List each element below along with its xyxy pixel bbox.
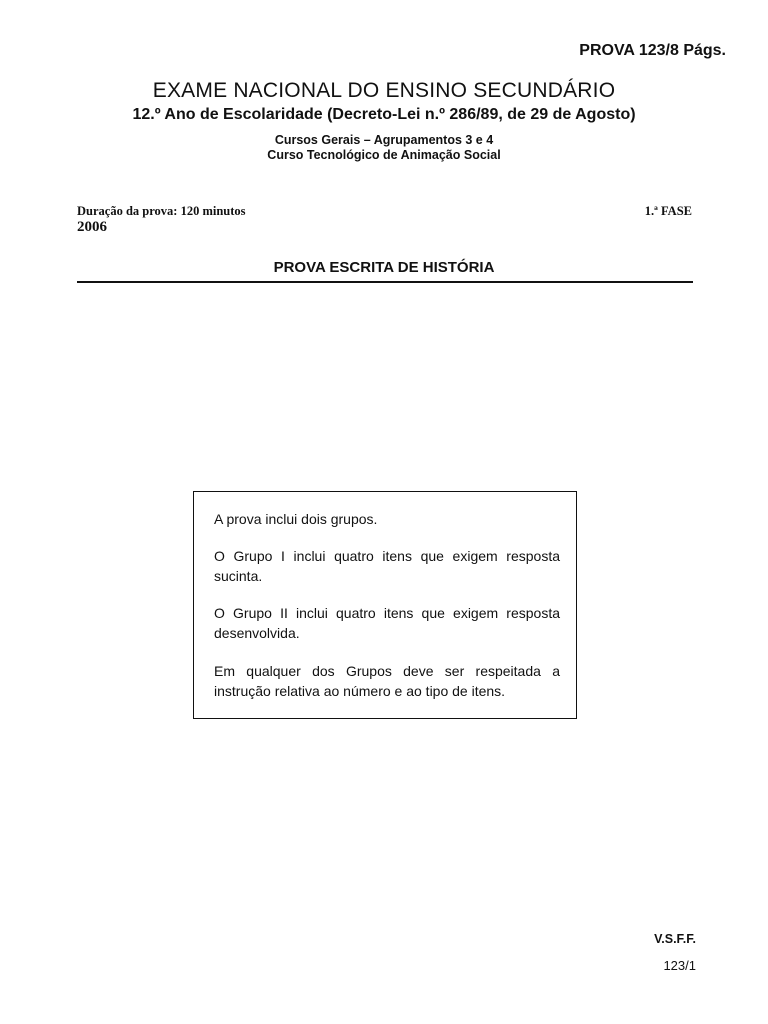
courses-block	[0, 133, 768, 163]
exam-duration: Duração da prova: 120 minutos	[77, 204, 246, 218]
instructions-box	[193, 491, 577, 719]
instruction-item: O Grupo II inclui quatro itens que exigem resposta desenvolvida.	[214, 605, 560, 641]
instruction-item: O Grupo I inclui quatro itens que exigem resposta sucinta.	[214, 548, 560, 584]
exam-phase: 1.ª FASE	[644, 204, 692, 218]
exam-subtitle: 12.º Ano de Escolaridade (Decreto-Lei n.º 286/89, de 29 de Agosto)	[132, 106, 636, 123]
header-divider	[77, 281, 693, 283]
instruction-item: A prova inclui dois grupos.	[214, 511, 378, 527]
courses-line-2: Curso Tecnológico de Animação Social	[267, 148, 501, 162]
courses-line-1: Cursos Gerais – Agrupamentos 3 e 4	[274, 133, 494, 147]
page-number: 123/1	[663, 958, 696, 973]
exam-title: EXAME NACIONAL DO ENSINO SECUNDÁRIO	[152, 79, 616, 102]
vsff-note: V.S.F.F.	[654, 932, 696, 946]
prova-code: PROVA 123/8 Págs.	[579, 42, 726, 59]
exam-subject-title: PROVA ESCRITA DE HISTÓRIA	[273, 259, 495, 276]
instruction-item: Em qualquer dos Grupos deve ser respeitada a instrução relativa ao número e ao tipo de itens.	[214, 663, 560, 699]
exam-year: 2006	[77, 219, 107, 235]
